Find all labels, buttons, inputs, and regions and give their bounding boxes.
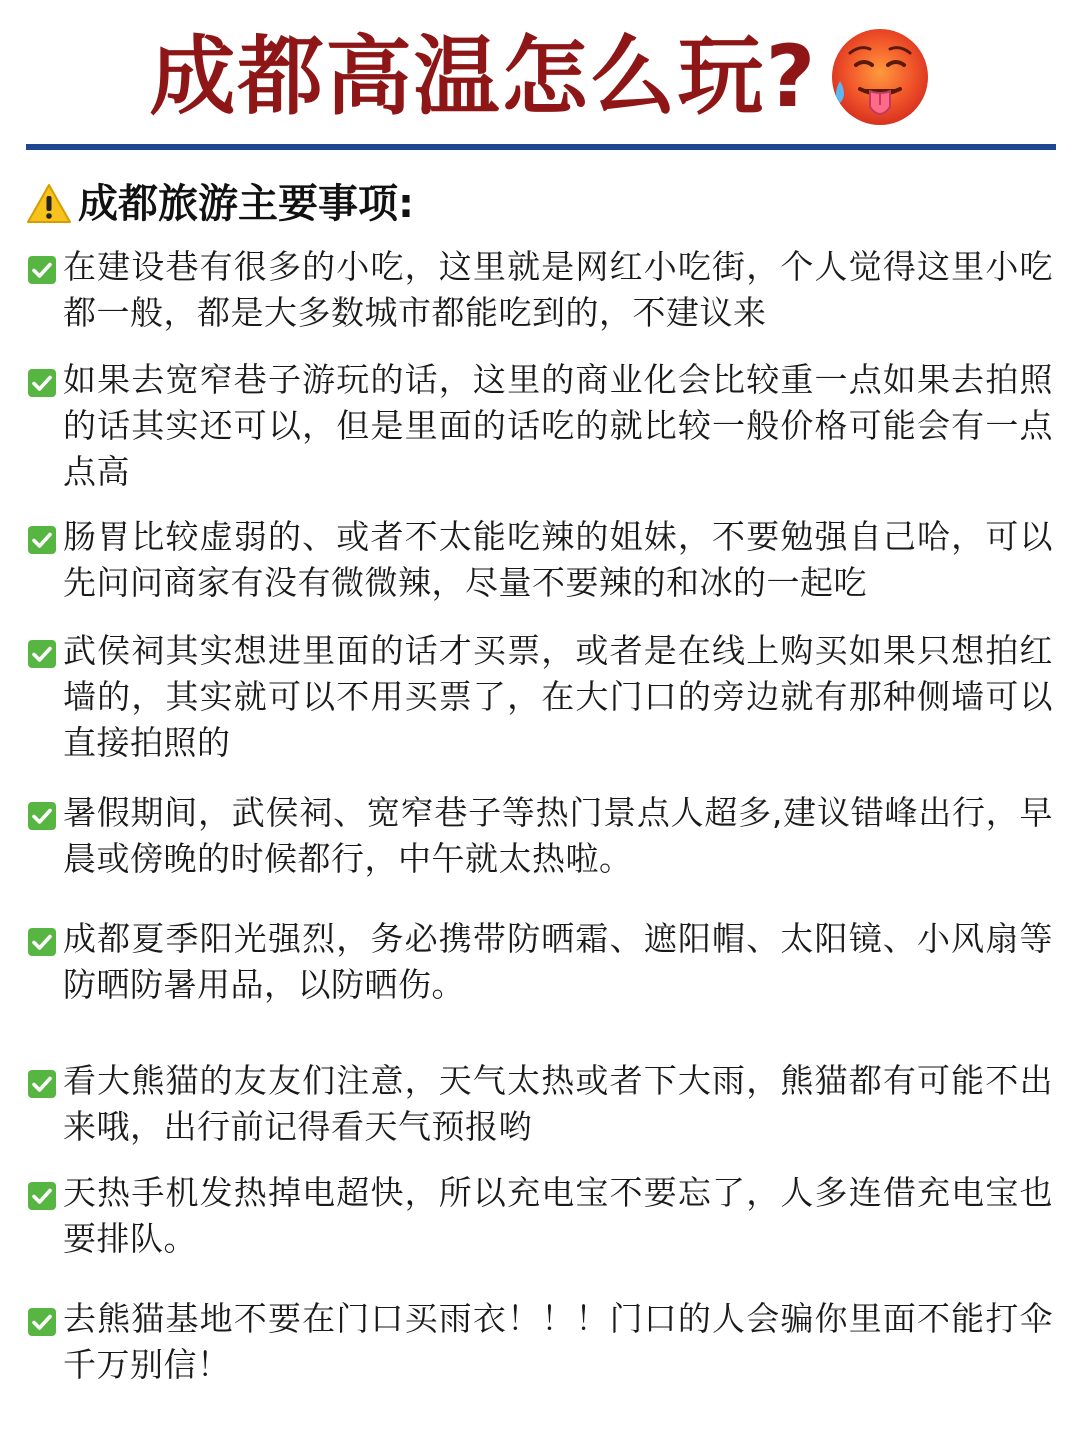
check-mark-icon (28, 256, 56, 284)
check-mark-icon (28, 369, 56, 397)
page-title: 成都高温怎么玩? (149, 27, 818, 127)
hot-face-icon (826, 25, 930, 129)
list-item-text: 去熊猫基地不要在门口买雨衣！！！门口的人会骗你里面不能打伞千万别信！ (63, 1299, 1053, 1384)
section-heading-text: 成都旅游主要事项: (78, 181, 414, 227)
check-mark-icon (28, 526, 56, 554)
list-item-text: 看大熊猫的友友们注意，天气太热或者下大雨，熊猫都有可能不出来哦，出行前记得看天气预报哟 (63, 1061, 1053, 1146)
list-item-text: 肠胃比较虚弱的、或者不太能吃辣的姐妹，不要勉强自己哈，可以先问问商家有没有微微辣，尽量不要辣的和冰的一起吃 (63, 517, 1053, 602)
check-mark-icon (28, 928, 56, 956)
list-item-text: 暑假期间，武侯祠、宽窄巷子等热门景点人超多,建议错峰出行，早晨或傍晚的时候都行，中午就太热啦。 (63, 793, 1053, 878)
check-mark-icon (28, 802, 56, 830)
warning-icon (26, 183, 72, 225)
list-item-text: 武侯祠其实想进里面的话才买票，或者是在线上购买如果只想拍红墙的，其实就可以不用买票了，在大门口的旁边就有那种侧墙可以直接拍照的 (63, 631, 1053, 762)
list-item-text: 成都夏季阳光强烈，务必携带防晒霜、遮阳帽、太阳镜、小风扇等防晒防暑用品，以防晒伤。 (63, 919, 1053, 1004)
list-item-text: 在建设巷有很多的小吃，这里就是网红小吃街，个人觉得这里小吃都一般，都是大多数城市都能吃到的，不建议来 (63, 247, 1053, 332)
page-title-row (0, 22, 1080, 142)
check-mark-icon (28, 1182, 56, 1210)
section-heading (26, 176, 414, 232)
check-mark-icon (28, 1070, 56, 1098)
list-item-text: 如果去宽窄巷子游玩的话，这里的商业化会比较重一点如果去拍照的话其实还可以，但是里面的话吃的就比较一般价格可能会有一点点高 (63, 360, 1053, 491)
check-mark-icon (28, 1308, 56, 1336)
check-mark-icon (28, 640, 56, 668)
title-divider (26, 144, 1056, 150)
list-item-text: 天热手机发热掉电超快，所以充电宝不要忘了，人多连借充电宝也要排队。 (63, 1173, 1053, 1258)
